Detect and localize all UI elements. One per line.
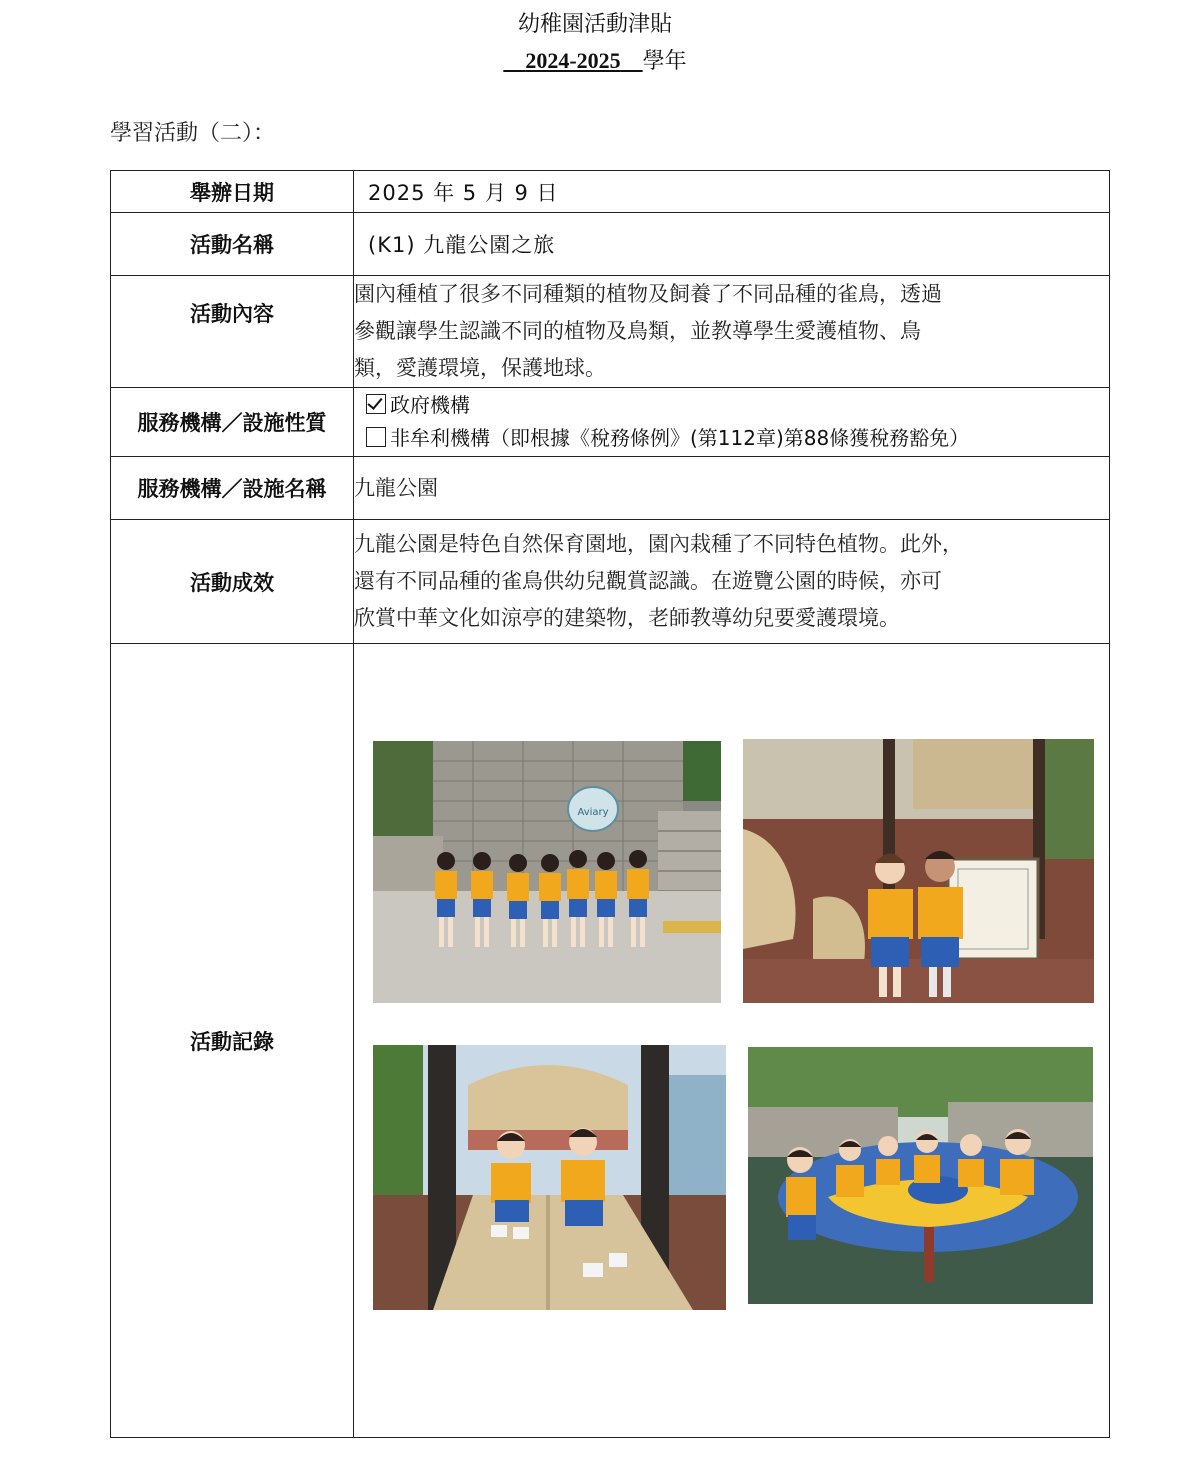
nature-label: 服務機構／設施性質 [111,388,354,457]
date-label: 舉辦日期 [111,171,354,213]
section-title: 學習活動（二）： [110,121,276,146]
outcome-line: 還有不同品種的雀鳥供幼兒觀賞認識。在遊覽公園的時候，亦可 [354,569,942,593]
row-nature [111,388,1110,457]
activity-table [110,170,1110,1438]
children-on-slide-photo [373,1045,726,1310]
content-line: 園內種植了很多不同種類的植物及飼養了不同品種的雀鳥，透過 [354,282,942,306]
school-year-suffix: 學年 [642,49,687,74]
outcome-line: 欣賞中華文化如涼亭的建築物，老師教導幼兒要愛護環境。 [354,606,900,630]
row-activity-name [111,213,1110,276]
children-at-play-table-photo [748,1047,1093,1304]
empty-checkbox-icon [366,427,386,447]
option-non-profit: 非牟利機構（即根據《稅務條例》(第112章)第88條獲稅務豁免） [366,422,1109,455]
activity-name-value: (K1) 九龍公園之旅 [368,233,556,257]
outcome-label: 活動成效 [111,520,354,644]
facility-value: 九龍公園 [354,475,438,500]
document-title: 幼稚園活動津貼 [517,12,672,37]
date-value: 2025 年 5 月 9 日 [368,180,559,205]
content-line: 類，愛護環境，保護地球。 [354,356,606,380]
content-line: 參觀讓學生認識不同的植物及鳥類，並教導學生愛護植物、鳥 [354,319,921,343]
photo-grid [354,645,1109,1437]
row-record [111,644,1110,1438]
row-facility [111,457,1110,520]
option-government: 政府機構 [366,389,1109,422]
children-at-aviary-photo [373,741,721,1003]
row-content [111,276,1110,388]
children-at-playground-alphabet-panel-photo [743,739,1094,1003]
activity-name-label: 活動名稱 [111,213,354,276]
school-year: 2024-2025 [525,48,621,73]
aviary-sign-text: Aviary [577,806,609,818]
row-outcome [111,520,1110,644]
row-date [111,171,1110,213]
record-label: 活動記錄 [111,644,354,1438]
checked-checkbox-icon [366,394,386,414]
facility-label: 服務機構／設施名稱 [111,457,354,520]
school-year-line [0,46,1190,77]
outcome-line: 九龍公園是特色自然保育園地，園內栽種了不同特色植物。此外， [354,532,963,556]
content-label: 活動內容 [111,276,354,388]
